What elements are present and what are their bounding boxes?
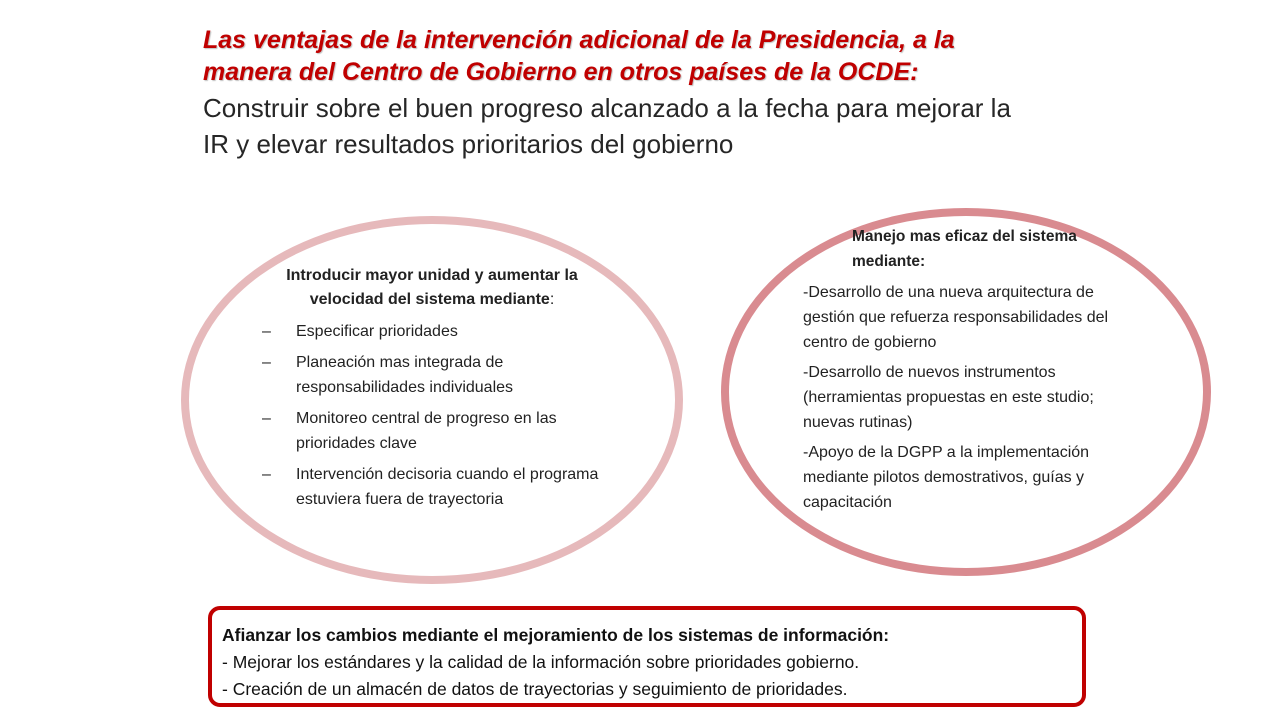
right-paragraph: -Apoyo de la DGPP a la implementación mediante pilotos demostrativos, guías y capacitación [803,444,1090,511]
right-circle-body [803,280,1123,520]
info-box-heading: Afianzar los cambios mediante el mejoramiento de los sistemas de información: [222,625,890,645]
title-emphasis [203,24,1183,88]
dash-bullet: – [262,466,271,483]
slide-title [203,24,1183,162]
list-item-text: Planeación mas integrada de responsabilidades individuales [296,354,514,396]
info-box-line: - Creación de un almacén de datos de trayectorias y seguimiento de prioridades. [222,679,848,699]
left-heading-text: Introducir mayor unidad y aumentar la velocidad del sistema mediante [286,267,578,308]
list-item-text: Especificar prioridades [296,323,458,340]
left-circle-list [262,319,602,518]
left-circle-heading [262,264,602,312]
title-line-2: manera del Centro de Gobierno en otros países de la OCDE: [203,58,919,86]
list-item [262,319,602,344]
info-box [208,606,1086,707]
title-subtitle [203,90,1183,162]
info-box-line: - Mejorar los estándares y la calidad de la información sobre prioridades gobierno. [222,652,860,672]
left-heading-suffix: : [549,291,555,308]
dash-bullet: – [262,323,271,340]
subtitle-line-1: Construir sobre el buen progreso alcanzado a la fecha para mejorar la [203,93,1011,123]
title-line-1: Las ventajas de la intervención adicional de la Presidencia, a la [203,26,955,54]
subtitle-line-2: IR y elevar resultados prioritarios del gobierno [203,129,734,159]
list-item-text: Monitoreo central de progreso en las prioridades clave [296,410,557,452]
list-item-text: Intervención decisoria cuando el programa estuviera fuera de trayectoria [296,466,599,508]
dash-bullet: – [262,354,271,371]
list-item [262,462,602,512]
list-item [262,350,602,400]
right-paragraph: -Desarrollo de una nueva arquitectura de gestión que refuerza responsabilidades del centro de gobierno [803,284,1109,351]
list-item [262,406,602,456]
right-paragraph: -Desarrollo de nuevos instrumentos (herramientas propuestas en este studio; nuevas rutinas) [803,364,1094,431]
right-circle-heading: Manejo mas eficaz del sistema mediante: [852,228,1077,270]
dash-bullet: – [262,410,271,427]
